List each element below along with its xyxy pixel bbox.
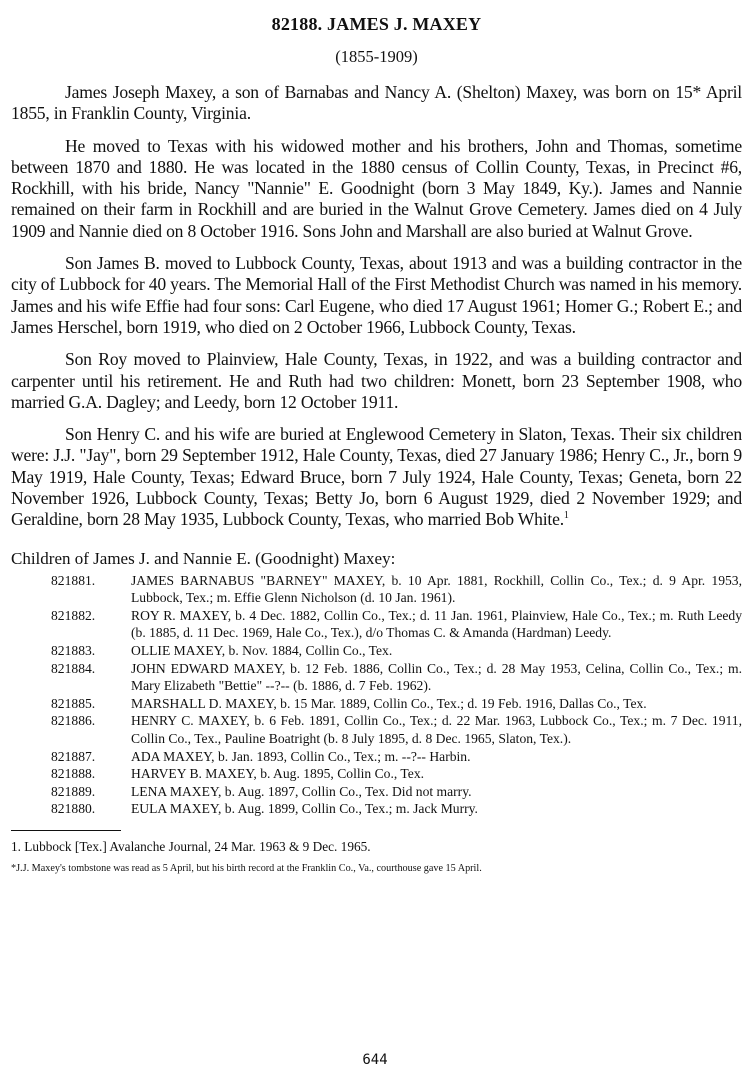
biography xyxy=(11,82,742,531)
paragraph-5-text: Son Henry C. and his wife are buried at Englewood Cemetery in Slaton, Texas. Their six children were: J.J. "Jay", born 29 September 1912, Hale County, Texas, died 27 January 1986; Henry C., Jr., born 9 May 1919, Hale County, Texas; Edward Bruce, born 7 July 1924, Hale County, Texas; Geneta, born 22 November 1926, Lubbock County, Texas; Betty Jo, born 6 August 1929, died 2 November 1929; and Geraldine, born 28 May 1935, Lubbock County, Texas, who married Bob White. xyxy=(11,424,742,530)
footnote-asterisk: *J.J. Maxey's tombstone was read as 5 April, but his birth record at the Franklin Co., Va., courthouse gave 15 April. xyxy=(11,862,482,874)
list-item xyxy=(11,660,742,695)
children-list xyxy=(11,572,742,818)
list-item xyxy=(11,783,742,801)
child-entry: LENA MAXEY, b. Aug. 1897, Collin Co., Tex. Did not marry. xyxy=(131,783,472,799)
list-item xyxy=(11,642,742,660)
paragraph-3: Son James B. moved to Lubbock County, Texas, about 1913 and was a building contractor in the city of Lubbock for 40 years. The Memorial Hall of the First Methodist Church was named in his memory. James and his wife Effie had four sons: Carl Eugene, who died 17 August 1961; Homer G.; Robert E.; and James Herschel, born 1919, who died on 2 October 1966, Lubbock County, Texas. xyxy=(11,253,742,337)
child-entry: JOHN EDWARD MAXEY, b. 12 Feb. 1886, Collin Co., Tex.; d. 28 May 1953, Celina, Collin Co., Tex.; m. Mary Elizabeth "Bettie" --?-- (b. 1886, d. 7 Feb. 1962). xyxy=(131,660,742,694)
child-entry: ADA MAXEY, b. Jan. 1893, Collin Co., Tex.; m. --?-- Harbin. xyxy=(131,748,471,764)
list-item xyxy=(11,607,742,642)
document-page xyxy=(11,14,742,874)
child-entry: HARVEY B. MAXEY, b. Aug. 1895, Collin Co., Tex. xyxy=(131,766,425,782)
page-title: 82188. JAMES J. MAXEY xyxy=(271,14,482,34)
list-item xyxy=(11,572,742,607)
footnote-marker: 1 xyxy=(563,510,569,522)
list-item xyxy=(11,748,742,766)
child-number: 821886. xyxy=(51,713,96,729)
child-number: 821880. xyxy=(51,801,96,817)
child-number: 821884. xyxy=(51,660,96,676)
footnote-1: 1. Lubbock [Tex.] Avalanche Journal, 24 Mar. 1963 & 9 Dec. 1965. xyxy=(11,838,371,854)
child-number: 821883. xyxy=(51,643,96,659)
paragraph-4: Son Roy moved to Plainview, Hale County, Texas, in 1922, and was a building contractor and carpenter until his retirement. He and Ruth had two children: Monett, born 23 September 1908, who married G.A. Dagley; and Leedy, born 12 October 1911. xyxy=(11,349,742,412)
list-item xyxy=(11,800,742,818)
list-item xyxy=(11,765,742,783)
child-entry: EULA MAXEY, b. Aug. 1899, Collin Co., Tex.; m. Jack Murry. xyxy=(131,801,478,817)
children-heading: Children of James J. and Nannie E. (Goodnight) Maxey: xyxy=(11,548,396,568)
child-number: 821881. xyxy=(51,572,96,588)
life-dates: (1855-1909) xyxy=(335,47,418,66)
paragraph-1: James Joseph Maxey, a son of Barnabas and Nancy A. (Shelton) Maxey, was born on 15* April 1855, in Franklin County, Virginia. xyxy=(11,82,742,124)
child-number: 821885. xyxy=(51,695,96,711)
paragraph-5 xyxy=(11,424,742,530)
list-item xyxy=(11,695,742,713)
footnote-divider xyxy=(11,830,121,831)
child-number: 821882. xyxy=(51,607,96,623)
list-item xyxy=(11,712,742,747)
child-entry: JAMES BARNABUS "BARNEY" MAXEY, b. 10 Apr. 1881, Rockhill, Collin Co., Tex.; d. 9 Apr. 1953, Lubbock, Tex.; m. Effie Glenn Nicholson (d. 10 Jan. 1961). xyxy=(131,572,742,606)
page-number: 644 xyxy=(362,1052,388,1068)
child-number: 821887. xyxy=(51,748,96,764)
child-entry: HENRY C. MAXEY, b. 6 Feb. 1891, Collin Co., Tex.; d. 22 Mar. 1963, Lubbock Co., Tex.; m. 7 Dec. 1911, Collin Co., Tex., Pauline Boatright (b. 8 July 1895, d. 8 Dec. 1965, Slaton, Tex.). xyxy=(131,713,742,746)
child-entry: MARSHALL D. MAXEY, b. 15 Mar. 1889, Collin Co., Tex.; d. 19 Feb. 1916, Dallas Co., Tex. xyxy=(131,695,647,711)
child-number: 821889. xyxy=(51,783,96,799)
paragraph-2: He moved to Texas with his widowed mother and his brothers, John and Thomas, sometime between 1870 and 1880. He was located in the 1880 census of Collin County, Texas, in Precinct #6, Rockhill, with his bride, Nancy "Nannie" E. Goodnight (born 3 May 1849, Ky.). James and Nannie remained on their farm in Rockhill and are buried in the Walnut Grove Cemetery. James died on 4 July 1909 and Nannie died on 8 October 1916. Sons John and Marshall are also buried at Walnut Grove. xyxy=(11,135,742,241)
child-entry: OLLIE MAXEY, b. Nov. 1884, Collin Co., Tex. xyxy=(131,643,393,659)
child-number: 821888. xyxy=(51,766,96,782)
child-entry: ROY R. MAXEY, b. 4 Dec. 1882, Collin Co., Tex.; d. 11 Jan. 1961, Plainview, Hale Co., Tex.; m. Ruth Leedy (b. 1885, d. 11 Dec. 1969, Hale Co., Tex.), d/o Thomas C. & Amanda (Hardman) Leedy. xyxy=(131,607,742,641)
